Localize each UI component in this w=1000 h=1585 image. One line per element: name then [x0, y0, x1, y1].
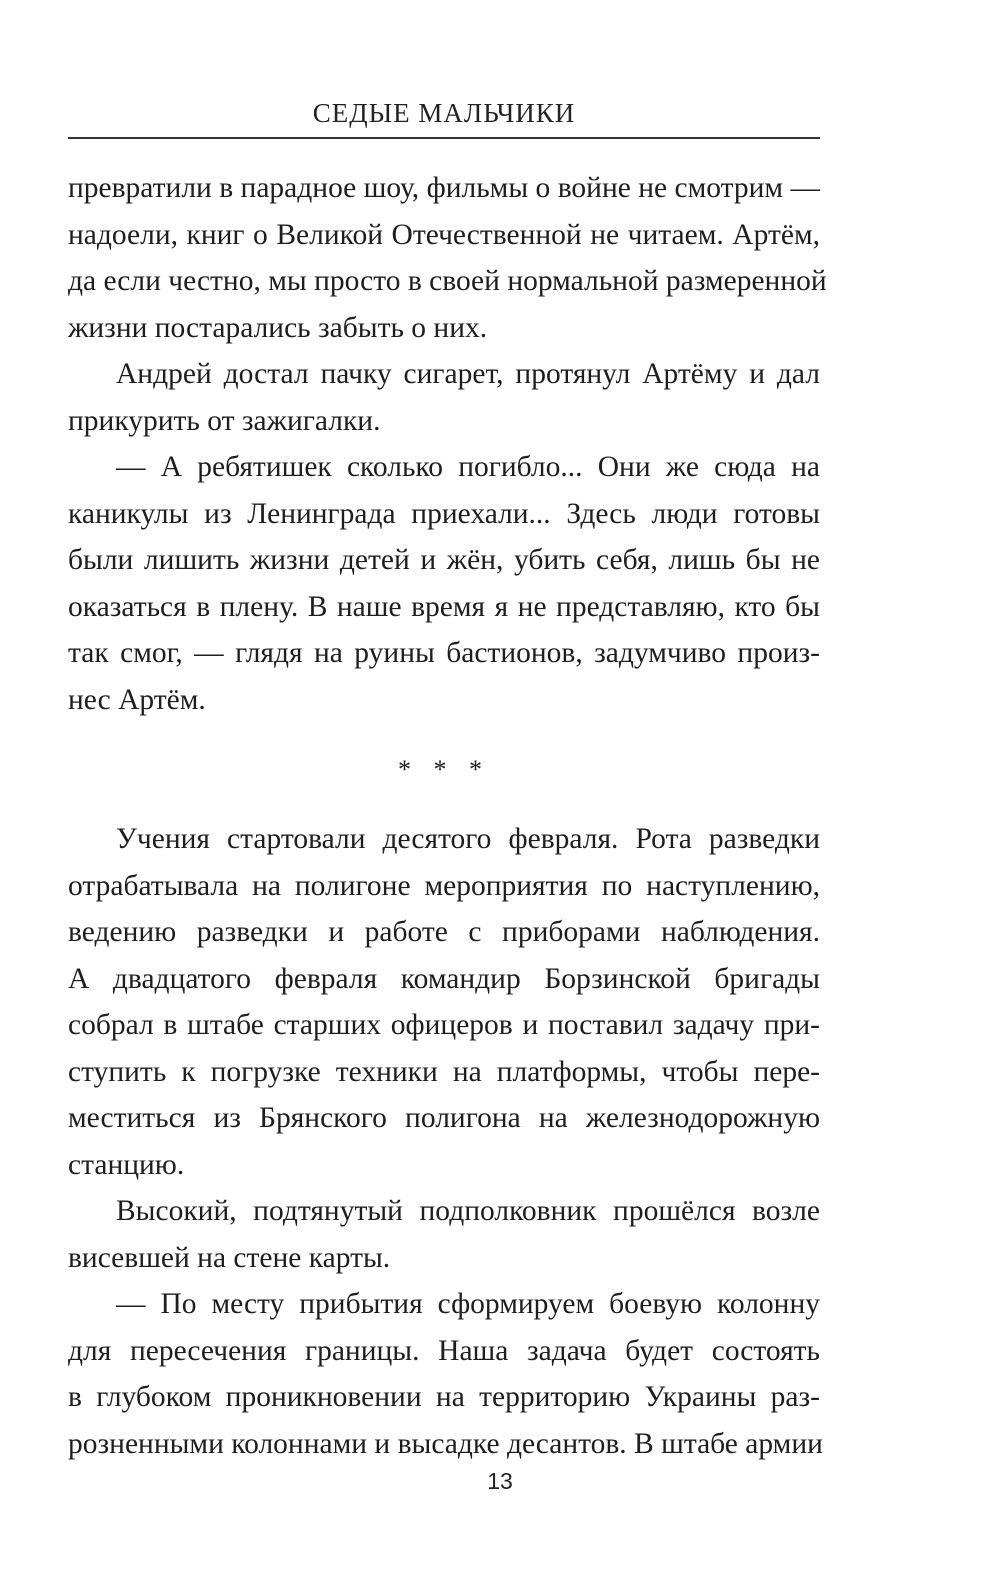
- text-line: прикурить от зажигалки.: [68, 404, 381, 437]
- text-line: так смог, — глядя на руины бастионов, задумчиво произ-: [68, 637, 820, 669]
- text-line: были лишить жизни детей и жён, убить себя, лишь бы не: [68, 544, 820, 576]
- text-line: ведению разведки и работе с приборами наблюдения.: [68, 916, 820, 948]
- running-title: СЕДЫЕ МАЛЬЧИКИ: [312, 98, 576, 128]
- section-separator: * * *: [398, 755, 490, 784]
- text-line: надоели, книг о Великой Отечественной не читаем. Артём,: [68, 218, 820, 251]
- page-number: 13: [487, 1468, 513, 1494]
- text-line: А двадцатого февраля командир Борзинской бригады: [68, 962, 820, 995]
- text-line: оказаться в плену. В наше время я не представляю, кто бы: [68, 590, 820, 623]
- text-line: нес Артём.: [68, 683, 206, 716]
- text-line: розненными колоннами и высадке десантов. В штабе армии: [68, 1427, 823, 1460]
- text-line: Учения стартовали десятого февраля. Рота разведки: [116, 823, 820, 855]
- text-line: — А ребятишек сколько погибло... Они же сюда на: [116, 451, 820, 483]
- text-line: отрабатывала на полигоне мероприятия по наступлению,: [68, 869, 820, 902]
- text-line: меститься из Брянского полигона на железнодорожную: [68, 1102, 820, 1134]
- text-line: — По месту прибытия сформируем боевую колонну: [116, 1288, 820, 1320]
- text-line: каникулы из Ленинграда приехали... Здесь люди готовы: [68, 497, 820, 530]
- text-line: станцию.: [68, 1148, 185, 1181]
- text-line: жизни постарались забыть о них.: [68, 311, 488, 344]
- text-line: в глубоком проникновении на территорию Украины раз-: [68, 1381, 820, 1413]
- text-line: для пересечения границы. Наша задача будет состоять: [68, 1334, 820, 1367]
- text-line: Высокий, подтянутый подполковник прошёлся возле: [116, 1195, 820, 1227]
- text-line: ступить к погрузке техники на платформы, чтобы пере-: [68, 1055, 820, 1088]
- text-line: да если честно, мы просто в своей нормальной размеренной: [68, 265, 827, 297]
- text-line: Андрей достал пачку сигарет, протянул Артёму и дал: [116, 358, 820, 390]
- header-rule: [68, 137, 820, 139]
- body-text: [68, 165, 827, 1467]
- text-line: превратили в парадное шоу, фильмы о войне не смотрим —: [68, 172, 820, 204]
- text-line: висевшей на стене карты.: [68, 1241, 391, 1274]
- text-line: собрал в штабе старших офицеров и поставил задачу при-: [68, 1009, 820, 1041]
